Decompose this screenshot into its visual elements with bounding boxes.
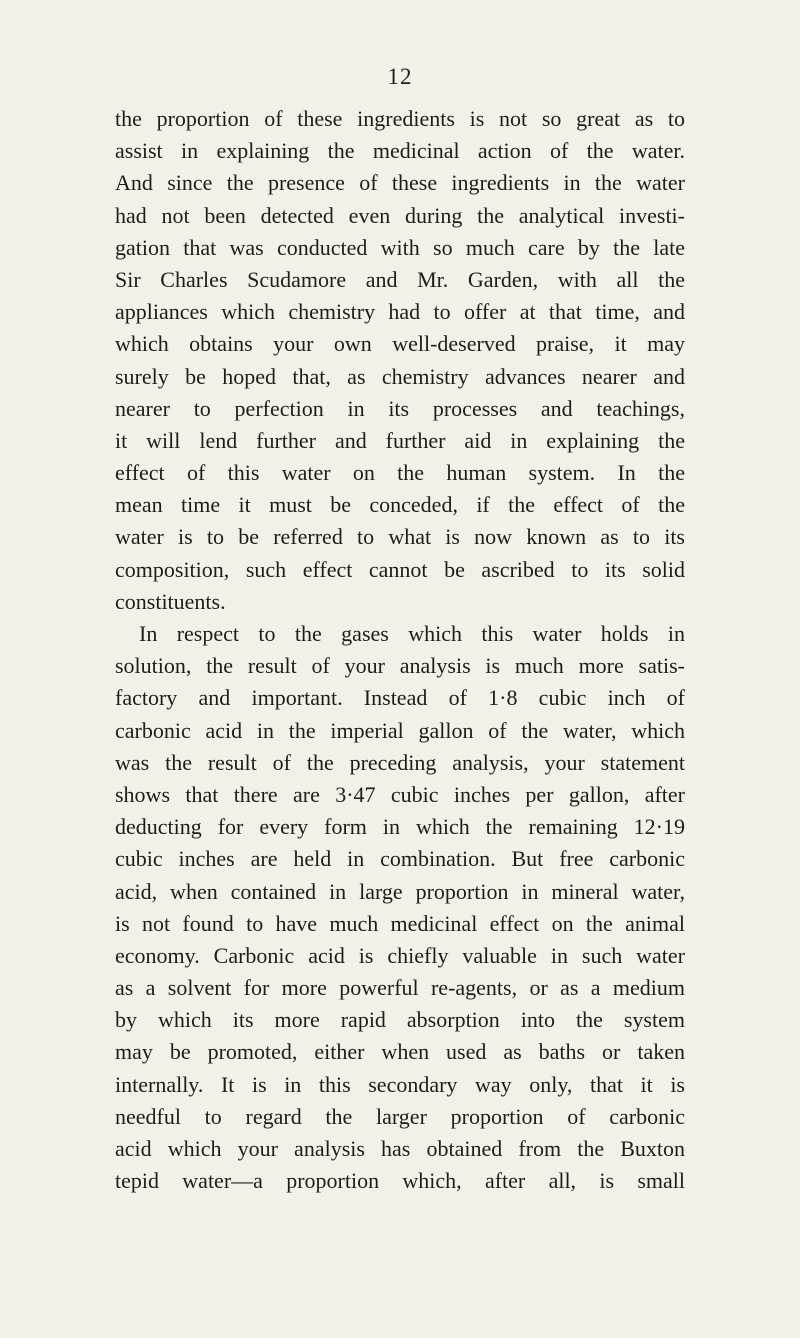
text-line: gation that was conducted with so much care by the late [115,234,685,260]
text-line: water is to be referred to what is now known as to its [115,524,685,550]
text-line: mean time it must be conceded, if the effect of the [115,492,685,518]
text-line: carbonic acid in the imperial gallon of the water, which [115,717,685,743]
text-line: effect of this water on the human system. In the [115,460,685,486]
text-line: as a solvent for more powerful re-agents, or as a medium [115,975,685,1001]
text-line: cubic inches are held in combination. But free carbonic [115,846,685,872]
text-line: it will lend further and further aid in explaining the [115,427,685,453]
text-line: composition, such effect cannot be ascribed to its solid [115,556,685,582]
text-line: had not been detected even during the analytical investi- [115,202,685,228]
text-line: may be promoted, either when used as baths or taken [115,1039,685,1065]
text-line: And since the presence of these ingredients in the water [115,170,685,196]
body-text [115,103,685,1197]
text-line: shows that there are 3·47 cubic inches per gallon, after [115,781,685,807]
page-number: 12 [387,64,413,89]
text-line: economy. Carbonic acid is chiefly valuable in such water [115,942,685,968]
text-line: assist in explaining the medicinal action of the water. [115,138,685,164]
text-line: Sir Charles Scudamore and Mr. Garden, with all the [115,266,685,292]
text-line: appliances which chemistry had to offer at that time, and [115,299,685,325]
text-line: solution, the result of your analysis is much more satis- [115,653,685,679]
text-line: nearer to perfection in its processes and teachings, [115,395,685,421]
text-line: factory and important. Instead of 1·8 cubic inch of [115,685,685,711]
text-line: is not found to have much medicinal effect on the animal [115,910,685,936]
text-line: In respect to the gases which this water holds in [139,621,685,646]
text-line: acid, when contained in large proportion in mineral water, [115,878,685,904]
text-line: the proportion of these ingredients is not so great as to [115,106,685,131]
text-line: constituents. [115,588,226,614]
text-line: which obtains your own well-deserved praise, it may [115,331,685,357]
text-line: acid which your analysis has obtained from the Buxton [115,1136,685,1161]
text-line: surely be hoped that, as chemistry advances nearer and [115,363,685,389]
text-line: was the result of the preceding analysis, your statement [115,749,685,775]
text-line: by which its more rapid absorption into the system [115,1007,685,1033]
text-line: deducting for every form in which the remaining 12·19 [115,814,685,840]
text-line: needful to regard the larger proportion of carbonic [115,1103,685,1129]
text-line: internally. It is in this secondary way only, that it is [115,1071,685,1097]
text-line: tepid water—a proportion which, after all, is small [115,1168,685,1194]
